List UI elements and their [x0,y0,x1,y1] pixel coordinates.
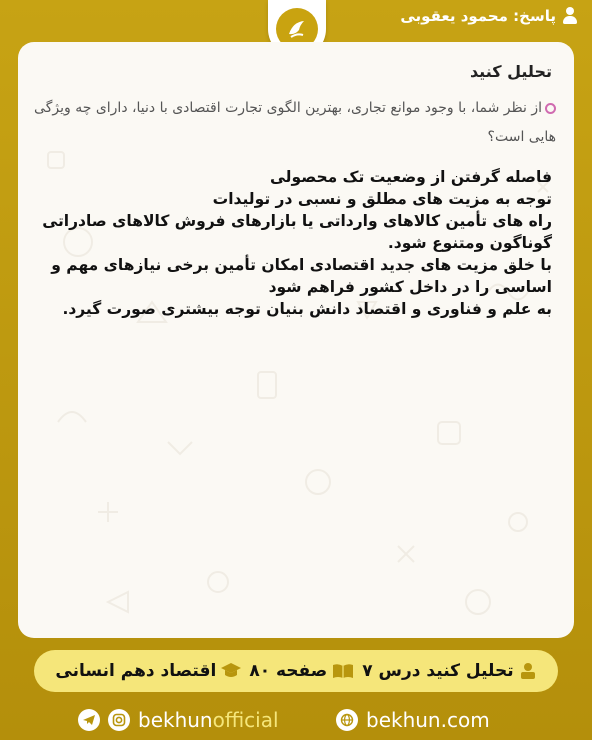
bullet-ring-icon [545,103,556,114]
author-label: پاسخ: محمود یعقوبی [400,7,556,25]
book-label: اقتصاد دهم انسانی [55,661,217,681]
question-text [30,94,556,152]
teacher-icon [519,662,537,680]
graduation-cap-icon [221,663,241,679]
answer-block [32,166,552,320]
answer-line: راه های تأمین کالاهای وارداتی یا بازارهای فروش کالاهای صادراتی گوناگون ومتنوع شود. [42,212,552,252]
answer-line: به علم و فناوری و اقتصاد دانش بنیان توجه بیشتری صورت گیرد. [62,300,552,318]
user-icon [562,7,578,25]
author-credit [400,7,578,25]
answer-line: با خلق مزیت های جدید اقتصادی امکان تأمین برخی نیازهای مهم و اساسی را در داخل کشور فراهم شود [51,256,552,296]
page-label: صفحه ۸۰ [249,661,328,681]
content-card [18,42,574,638]
telegram-icon[interactable] [78,709,100,731]
instagram-icon[interactable] [108,709,130,731]
answer-line: فاصله گرفتن از وضعیت تک محصولی [269,168,552,186]
book-item [55,661,241,681]
website-link[interactable] [336,708,490,732]
social-link[interactable] [78,708,279,732]
question-label: از نظر شما، با وجود موانع تجاری، بهترین الگوی تجارت اقتصادی با دنیا، دارای چه ویژگی هایی است؟ [34,100,556,145]
book-open-icon [332,663,354,679]
section-title: تحلیل کنید [469,62,552,81]
answer-line: توجه به مزیت های مطلق و نسبی در تولیدات [212,190,552,208]
website-url: bekhun.com [366,708,490,732]
page-item [249,661,354,681]
social-handle: bekhunofficial [138,708,279,732]
globe-icon[interactable] [336,709,358,731]
bottom-links [0,704,592,740]
lesson-tag [34,650,558,692]
lesson-item [362,661,536,681]
lesson-label: تحلیل کنید درس ۷ [362,661,514,681]
